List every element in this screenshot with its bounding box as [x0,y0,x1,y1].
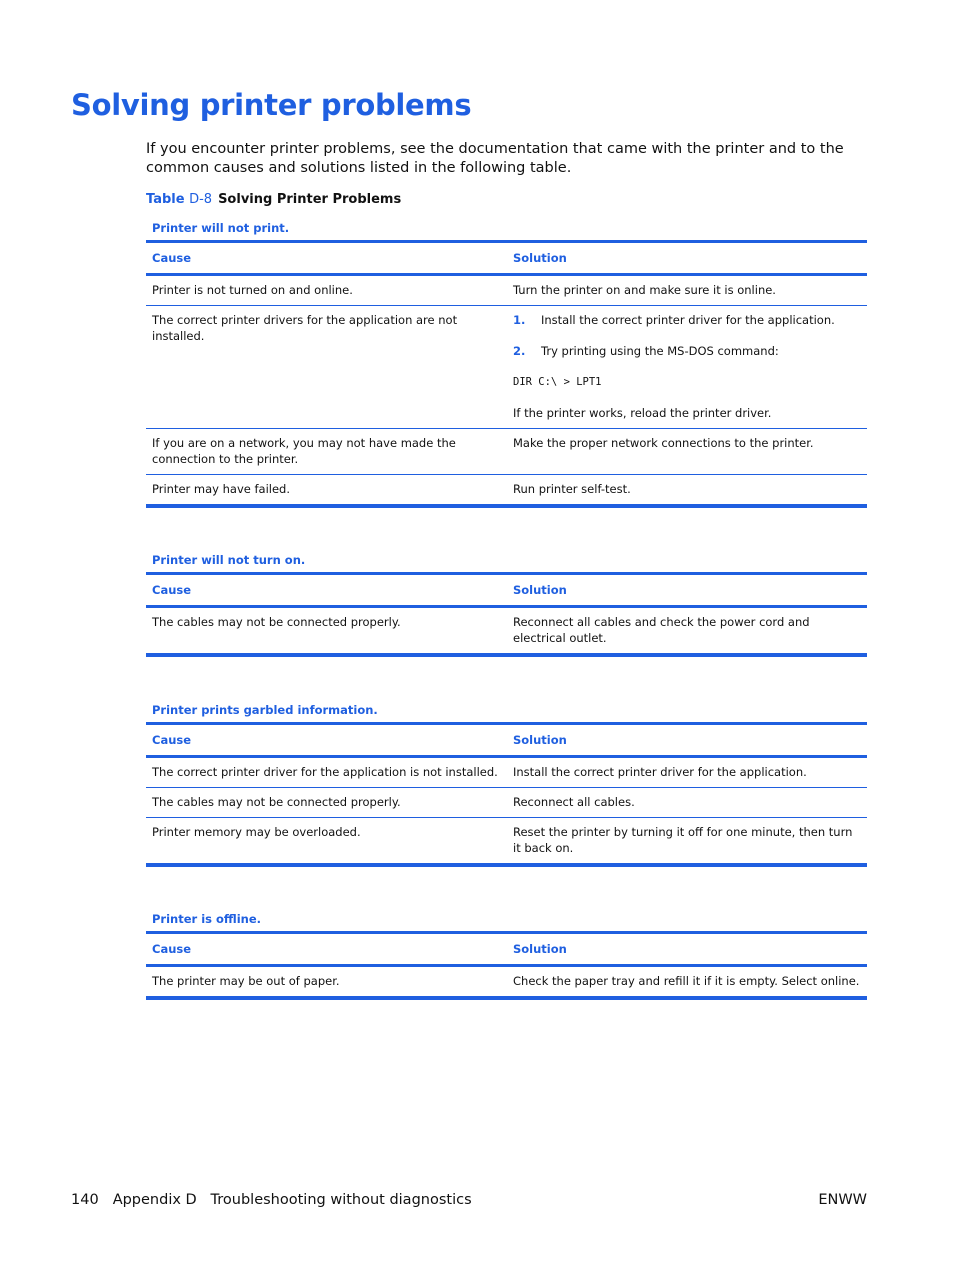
step-number: 1. [513,313,526,327]
table-row [146,757,867,787]
solution-cell [507,306,867,428]
solution-cell: Reconnect all cables and check the power cord and electrical outlet. [513,615,810,645]
table-header [146,575,867,607]
table-row [146,428,867,474]
solution-cell: Make the proper network connections to the printer. [513,436,814,450]
cause-column-header: Cause [152,583,192,597]
cause-column-header: Cause [152,733,192,747]
caption-title: Solving Printer Problems [218,192,402,207]
step-text: Install the correct printer driver for the application. [541,313,835,327]
code-command: DIR C:\ > LPT1 [513,376,602,388]
solution-column-header: Solution [513,733,567,747]
table-row [146,787,867,817]
page-title: Solving printer problems [71,88,472,122]
section-title: Printer prints garbled information. [152,703,378,717]
table-row [146,817,867,863]
solution-cell: Install the correct printer driver for the application. [513,765,807,779]
cause-cell: The printer may be out of paper. [152,974,340,988]
cause-cell: Printer memory may be overloaded. [152,825,361,839]
chapter-title: Appendix D Troubleshooting without diagnostics [112,1192,472,1208]
solution-cell: Turn the printer on and make sure it is online. [513,283,776,297]
problem-table [146,931,867,1000]
footer-right: ENWW [818,1192,867,1208]
footer-left [71,1192,472,1208]
table-caption [146,192,401,207]
solution-cell: Check the paper tray and refill it if it is empty. Select online. [513,974,860,988]
section-title: Printer is offline. [152,912,262,926]
section-printer-prints-garbled [146,702,867,867]
cause-cell: The correct printer driver for the application is not installed. [152,765,498,779]
solution-column-header: Solution [513,583,567,597]
section-printer-is-offline [146,911,867,1000]
cause-cell: The correct printer drivers for the application are not installed. [152,313,458,343]
problem-table [146,240,867,508]
table-row [146,607,867,653]
cause-cell: If you are on a network, you may not have made the connection to the printer. [152,436,456,466]
cause-cell: The cables may not be connected properly. [152,795,401,809]
table-header [146,934,867,966]
step-number: 2. [513,344,526,358]
problem-table [146,722,867,867]
solution-step [513,343,861,359]
solution-column-header: Solution [513,942,567,956]
section-title: Printer will not turn on. [152,553,306,567]
solution-cell: Run printer self-test. [513,482,631,496]
solution-note: If the printer works, reload the printer driver. [513,406,772,420]
problem-table [146,572,867,657]
intro-paragraph: If you encounter printer problems, see the documentation that came with the printer and to the common causes and solutions listed in the following table. [146,141,844,176]
caption-number: D-8 [189,192,213,207]
cause-cell: Printer is not turned on and online. [152,283,353,297]
solution-step [513,312,861,328]
table-header [146,725,867,757]
table-header [146,243,867,275]
table-row [146,966,867,996]
page-footer [71,1192,867,1208]
cause-cell: The cables may not be connected properly. [152,615,401,629]
cause-column-header: Cause [152,942,192,956]
cause-column-header: Cause [152,251,192,265]
section-title: Printer will not print. [152,221,290,235]
solution-cell: Reconnect all cables. [513,795,635,809]
table-row [146,305,867,428]
section-printer-will-not-print [146,220,867,508]
section-printer-will-not-turn-on [146,552,867,657]
table-row [146,474,867,504]
page-number: 140 [71,1192,99,1208]
cause-cell: Printer may have failed. [152,482,291,496]
solution-column-header: Solution [513,251,567,265]
table-row [146,275,867,305]
solution-cell: Reset the printer by turning it off for one minute, then turn it back on. [513,825,853,855]
step-text: Try printing using the MS-DOS command: [541,344,779,358]
caption-label: Table [146,192,190,207]
